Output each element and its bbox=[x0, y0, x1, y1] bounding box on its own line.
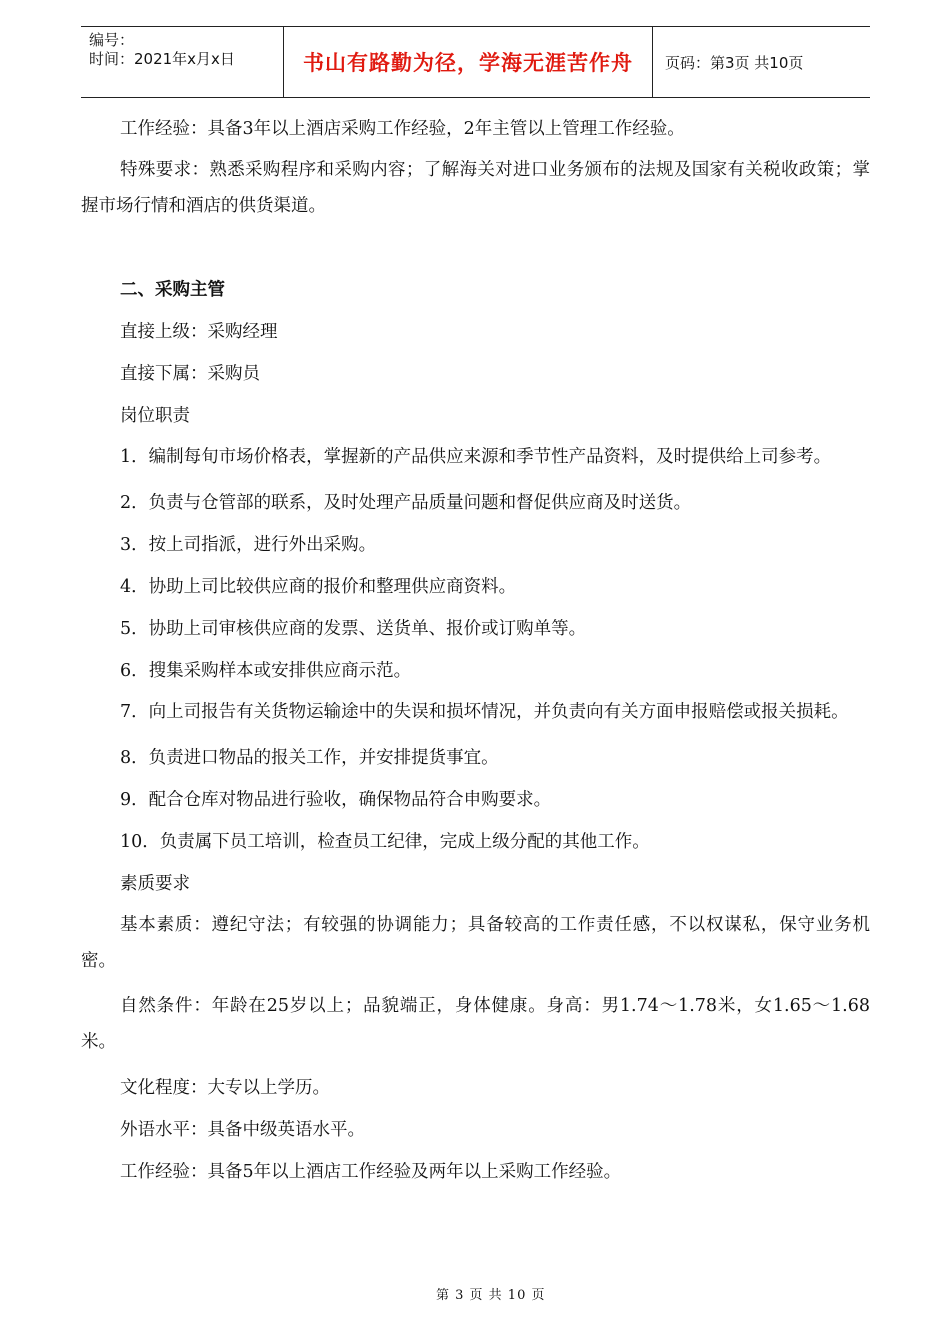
header-meta bbox=[81, 27, 283, 97]
list-item: 直接下属：采购员 bbox=[120, 364, 260, 384]
list-item: 3．按上司指派，进行外出采购。 bbox=[120, 535, 377, 555]
paragraph-work-experience: 工作经验：具备3年以上酒店采购工作经验，2年主管以上管理工作经验。 bbox=[120, 119, 685, 139]
list-item: 直接上级：采购经理 bbox=[120, 322, 278, 342]
list-item: 7．向上司报告有关货物运输途中的失误和损坏情况，并负责向有关方面申报赔偿或报关损耗。 bbox=[120, 702, 849, 722]
list-item: 外语水平：具备中级英语水平。 bbox=[120, 1120, 365, 1140]
page-footer: 第 3 页 共 10 页 bbox=[436, 1288, 546, 1303]
list-item: 4．协助上司比较供应商的报价和整理供应商资料。 bbox=[120, 577, 517, 597]
list-item: 文化程度：大专以上学历。 bbox=[120, 1078, 330, 1098]
list-item: 5．协助上司审核供应商的发票、送货单、报价或订购单等。 bbox=[120, 619, 587, 639]
number-label: 编号： bbox=[89, 31, 135, 49]
document-body bbox=[81, 108, 870, 1193]
paragraph-special-requirements: 特殊要求：熟悉采购程序和采购内容；了解海关对进口业务颁布的法规及国家有关税收政策；掌握市场行情和酒店的供货渠道。 bbox=[81, 160, 870, 216]
list-item: 6．搜集采购样本或安排供应商示范。 bbox=[120, 661, 412, 681]
section-heading: 二、采购主管 bbox=[120, 280, 225, 300]
list-item: 岗位职责 bbox=[120, 406, 190, 426]
page-header bbox=[81, 26, 870, 98]
list-item: 基本素质：遵纪守法；有较强的协调能力；具备较高的工作责任感，不以权谋私，保守业务机密。 bbox=[81, 915, 870, 971]
header-motto: 书山有路勤为径，学海无涯苦作舟 bbox=[283, 27, 653, 97]
header-page-info: 页码：第3页 共10页 bbox=[665, 53, 804, 72]
list-item: 1．编制每旬市场价格表，掌握新的产品供应来源和季节性产品资料，及时提供给上司参考。 bbox=[120, 447, 832, 467]
list-item: 9．配合仓库对物品进行验收，确保物品符合申购要求。 bbox=[120, 790, 552, 810]
list-item: 工作经验：具备5年以上酒店工作经验及两年以上采购工作经验。 bbox=[120, 1162, 622, 1182]
date-label: 时间：2021年x月x日 bbox=[89, 50, 235, 68]
list-item: 素质要求 bbox=[120, 874, 190, 894]
list-item: 8．负责进口物品的报关工作，并安排提货事宜。 bbox=[120, 748, 499, 768]
list-item: 2．负责与仓管部的联系，及时处理产品质量问题和督促供应商及时送货。 bbox=[120, 493, 692, 513]
list-item: 自然条件：年龄在25岁以上；品貌端正，身体健康。身高：男1.74～1.78米，女1.65～1.68米。 bbox=[81, 996, 870, 1052]
list-item: 10．负责属下员工培训，检查员工纪律，完成上级分配的其他工作。 bbox=[120, 832, 650, 852]
